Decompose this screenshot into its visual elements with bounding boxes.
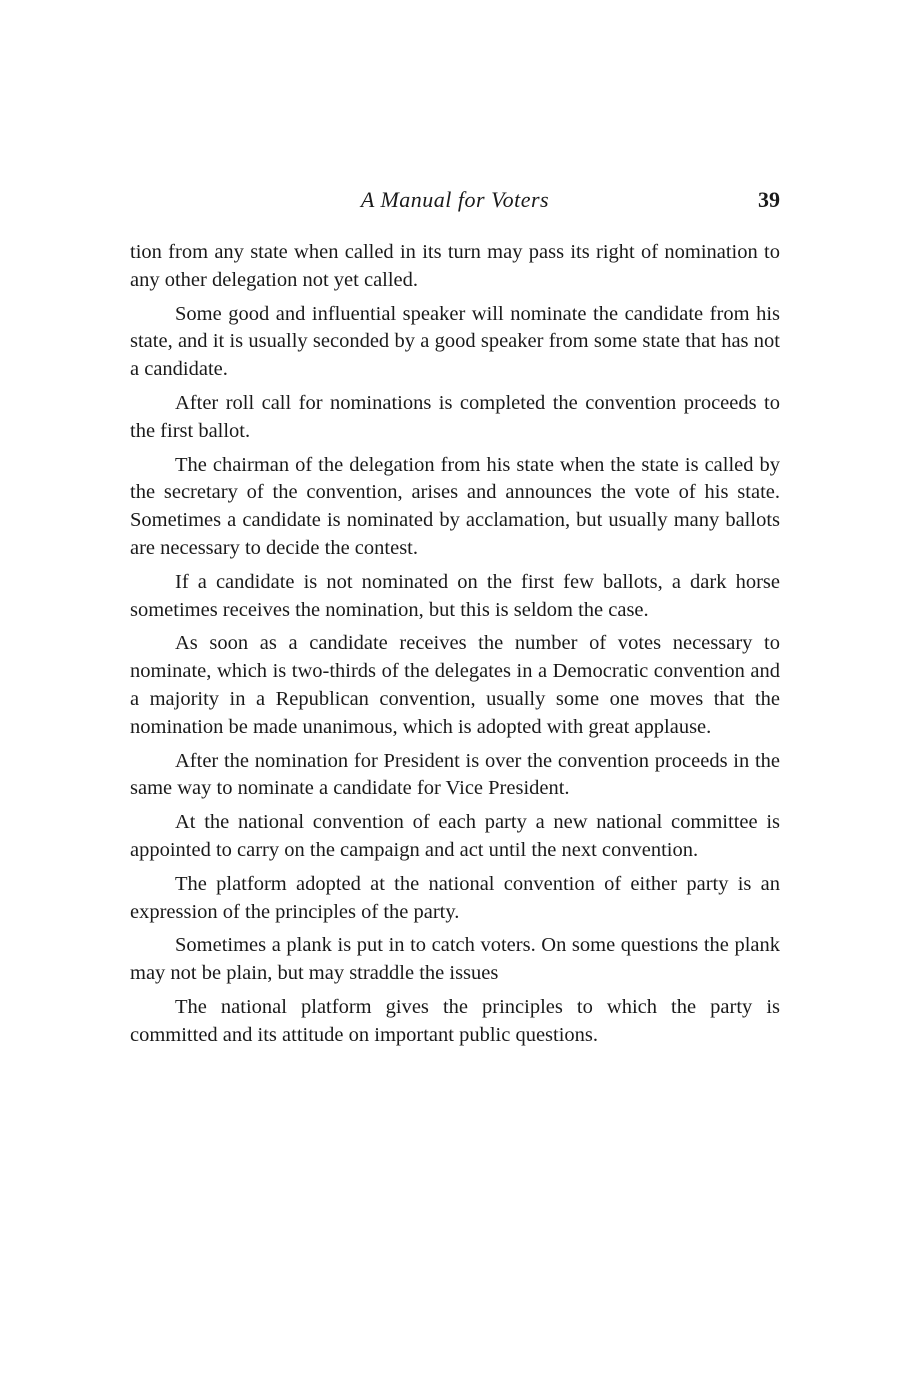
paragraph-chairman-vote: The chairman of the delegation from his state when the state is called by the secretary of the convention, arises and announces the vote of his state. Sometimes a candidate is nominated by acclamation, but usually many ballots are necessary to decide the contest. (130, 453, 780, 559)
paragraph-dark-horse: If a candidate is not nominated on the first few ballots, a dark horse sometimes receives the nomination, but this is seldom the case. (130, 570, 780, 621)
paragraph-nominating-speaker: Some good and influential speaker will nominate the candidate from his state, and it is usually seconded by a good speaker from some state that has not a candidate. (130, 302, 780, 381)
body-text (130, 239, 780, 1050)
paragraph-vice-president: After the nomination for President is over the convention proceeds in the same way to nominate a candidate for Vice President. (130, 749, 780, 800)
book-page (130, 185, 780, 1056)
paragraph-votes-necessary: As soon as a candidate receives the number of votes necessary to nominate, which is two-thirds of the delegates in a Democratic convention and a majority in a Republican convention, usually some one moves that the nomination be made unanimous, which is adopted with great applause. (130, 632, 780, 738)
paragraph-platform: The platform adopted at the national convention of either party is an expression of the principles of the party. (130, 872, 780, 923)
paragraph-plank: Sometimes a plank is put in to catch voters. On some questions the plank may not be plain, but may straddle the issues (130, 934, 780, 985)
paragraph-national-platform: The national platform gives the principles to which the party is committed and its attitude on important public questions. (130, 995, 780, 1046)
paragraph-national-committee: At the national convention of each party a new national committee is appointed to carry on the campaign and act until the next convention. (130, 811, 780, 861)
running-head (130, 185, 780, 219)
running-title: A Manual for Voters (360, 187, 550, 212)
page-number: 39 (758, 187, 780, 212)
paragraph-continuation: tion from any state when called in its turn may pass its right of nomination to any other delegation not yet called. (130, 241, 780, 291)
paragraph-first-ballot: After roll call for nominations is completed the convention proceeds to the first ballot. (130, 391, 780, 442)
